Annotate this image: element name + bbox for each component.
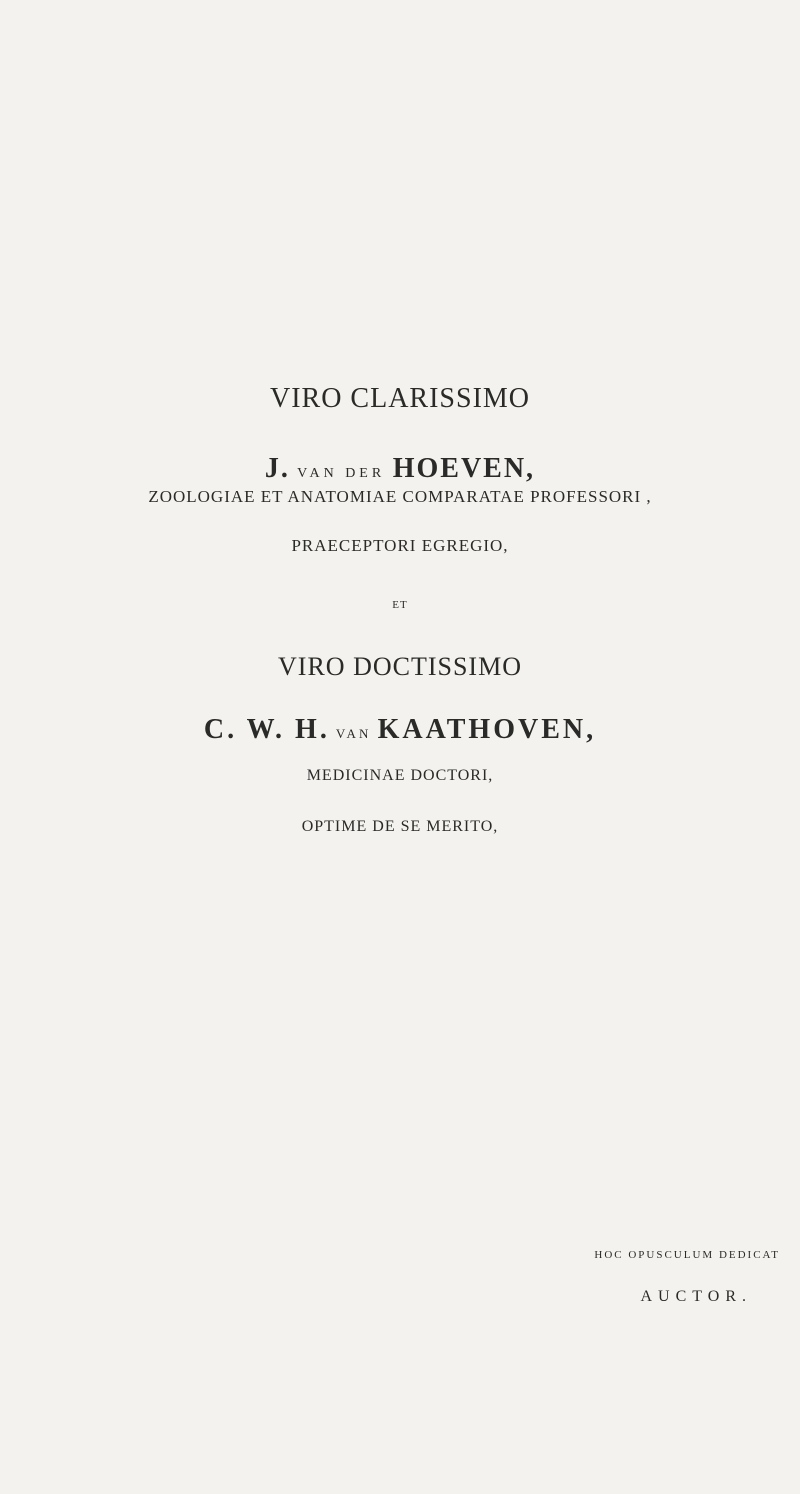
dedication-line-professori: ZOOLOGIAE ET ANATOMIAE COMPARATAE PROFESSORI , (148, 487, 652, 506)
hoeven-particle: VAN DER (297, 466, 386, 481)
dedication-line-viro-clarissimo: VIRO CLARISSIMO (269, 383, 531, 414)
kaathoven-surname: KAATHOVEN, (377, 714, 597, 745)
kaathoven-particle: VAN (335, 726, 372, 741)
dedication-line-medicinae: MEDICINAE DOCTORI, (306, 767, 494, 784)
closing-line-auctor: AUCTOR. (640, 1288, 752, 1305)
closing-line-dedicat: HOC OPUSCULUM DEDICAT (594, 1249, 780, 1261)
dedication-line-optime: OPTIME DE SE MERITO, (301, 818, 499, 835)
dedication-line-et: ET (392, 599, 408, 611)
hoeven-initial: J. (264, 453, 290, 484)
dedication-line-praeceptori: PRAECEPTORI EGREGIO, (291, 536, 509, 555)
dedication-line-viro-doctissimo: VIRO DOCTISSIMO (278, 652, 522, 681)
kaathoven-initials: C. W. H. (203, 714, 330, 745)
dedication-line-kaathoven (0, 714, 800, 746)
hoeven-surname: HOEVEN, (392, 453, 536, 484)
dedication-line-hoeven (0, 453, 800, 485)
